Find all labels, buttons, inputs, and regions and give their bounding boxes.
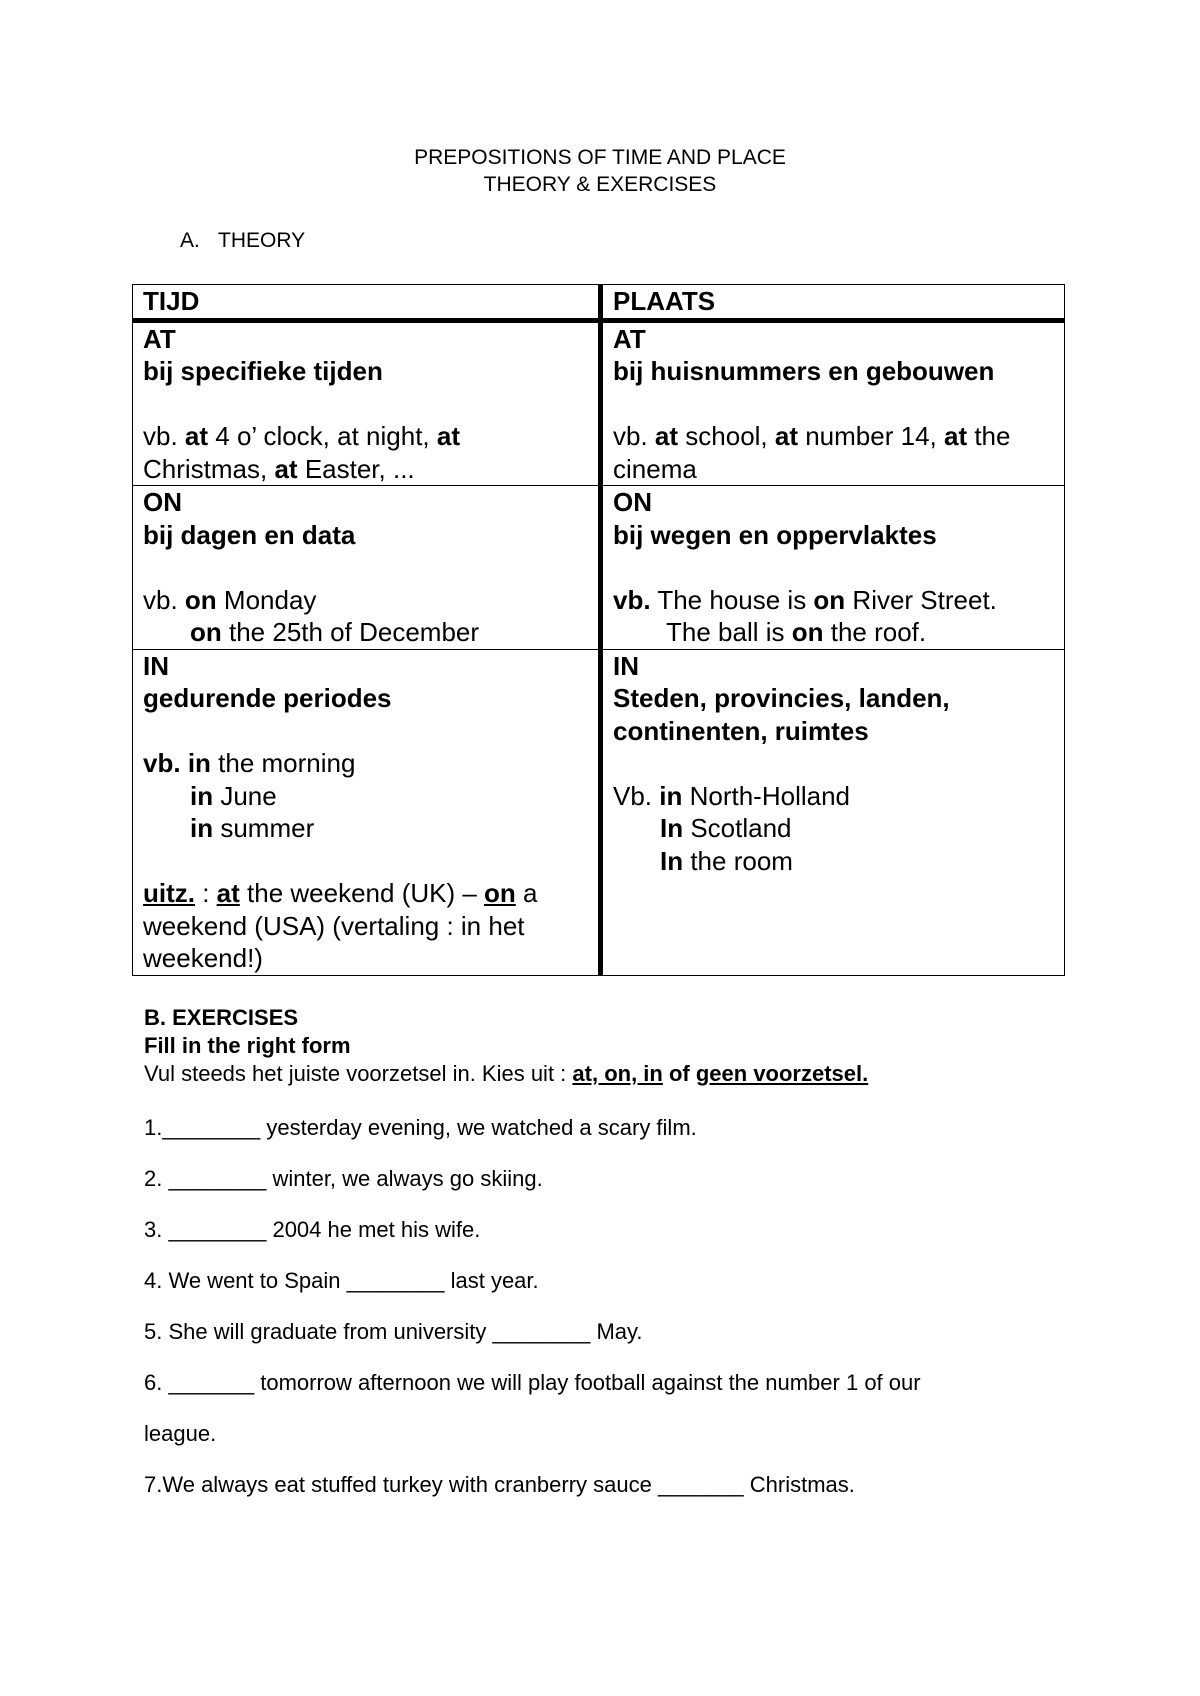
section-a-heading xyxy=(180,227,305,255)
exercises-subheading: Fill in the right form xyxy=(144,1033,351,1058)
section-a-label: A. xyxy=(180,229,200,252)
in-time-cell xyxy=(133,649,601,975)
theory-table xyxy=(132,284,1065,976)
exercise-item: 2. ________ winter, we always go skiing. xyxy=(144,1166,543,1191)
exercise-item: 3. ________ 2004 he met his wife. xyxy=(144,1217,481,1242)
on-time-heading: ON xyxy=(143,487,182,517)
exercise-item: 5. She will graduate from university ________ May. xyxy=(144,1319,643,1344)
in-place-example-line1: Vb. in North-Holland xyxy=(613,780,851,811)
on-time-example-line1: vb. on Monday xyxy=(143,584,317,615)
header-tijd: TIJD xyxy=(133,285,601,321)
in-time-heading: IN xyxy=(143,650,169,681)
in-place-example-line3: In the room xyxy=(660,845,793,876)
in-time-exception-line2: weekend (USA) (vertaling : in het xyxy=(143,910,525,941)
in-time-example-line3: in summer xyxy=(190,813,315,843)
at-place-rule: bij huisnummers en gebouwen xyxy=(613,356,995,386)
on-place-cell xyxy=(601,486,1065,650)
on-place-heading: ON xyxy=(613,487,652,517)
exercises-heading: B. EXERCISES xyxy=(144,1005,299,1030)
at-place-example-line1: vb. at school, at number 14, at the xyxy=(613,421,1011,451)
in-place-cell xyxy=(601,649,1065,975)
on-place-rule: bij wegen en oppervlaktes xyxy=(613,519,937,550)
on-place-example-line2: The ball is on the roof. xyxy=(666,617,927,647)
header-plaats: PLAATS xyxy=(601,285,1065,321)
at-place-example-line2: cinema xyxy=(613,453,697,484)
in-time-rule: gedurende periodes xyxy=(143,683,392,713)
at-time-example-line2: Christmas, at Easter, ... xyxy=(143,453,415,484)
at-time-example-line1: vb. at 4 o’ clock, at night, at xyxy=(143,421,460,451)
in-place-rule-line2: continenten, ruimtes xyxy=(613,715,869,746)
table-row-at xyxy=(133,320,1065,486)
at-place-cell xyxy=(601,320,1065,486)
on-place-example-line1: vb. The house is on River Street. xyxy=(613,584,997,615)
at-time-heading: AT xyxy=(143,323,176,354)
exercises-instruction: Vul steeds het juiste voorzetsel in. Kies uit : at, on, in of geen voorzetsel. xyxy=(144,1061,869,1086)
in-time-example-line1: vb. in the morning xyxy=(143,748,356,778)
section-a-text: THEORY xyxy=(218,229,306,252)
exercise-item: 7.We always eat stuffed turkey with cranberry sauce _______ Christmas. xyxy=(144,1472,855,1497)
on-time-example-line2: on the 25th of December xyxy=(190,617,480,647)
exercise-item: 6. _______ tomorrow afternoon we will play football against the number 1 of our xyxy=(144,1370,921,1395)
exercise-item: 1.________ yesterday evening, we watched a scary film. xyxy=(144,1115,697,1140)
at-place-heading: AT xyxy=(613,323,646,354)
in-time-example-line2: in June xyxy=(190,780,277,811)
page-title: PREPOSITIONS OF TIME AND PLACE xyxy=(414,146,786,169)
table-header-row xyxy=(133,285,1065,321)
exercise-item-continuation: league. xyxy=(144,1421,217,1446)
on-time-cell xyxy=(133,486,601,650)
table-row-in xyxy=(133,649,1065,975)
in-place-heading: IN xyxy=(613,650,639,681)
at-time-cell xyxy=(133,320,601,486)
in-place-rule-line1: Steden, provincies, landen, xyxy=(613,683,950,713)
exercise-item: 4. We went to Spain ________ last year. xyxy=(144,1268,539,1293)
page-subtitle: THEORY & EXERCISES xyxy=(483,173,717,196)
in-place-example-line2: In Scotland xyxy=(660,813,792,843)
exercises-section xyxy=(144,1004,1084,1499)
in-time-exception-line3: weekend!) xyxy=(143,943,263,973)
in-time-exception-line1: uitz. : at the weekend (UK) – on a xyxy=(143,878,538,908)
at-time-rule: bij specifieke tijden xyxy=(143,356,383,386)
on-time-rule: bij dagen en data xyxy=(143,519,356,550)
table-row-on xyxy=(133,486,1065,650)
